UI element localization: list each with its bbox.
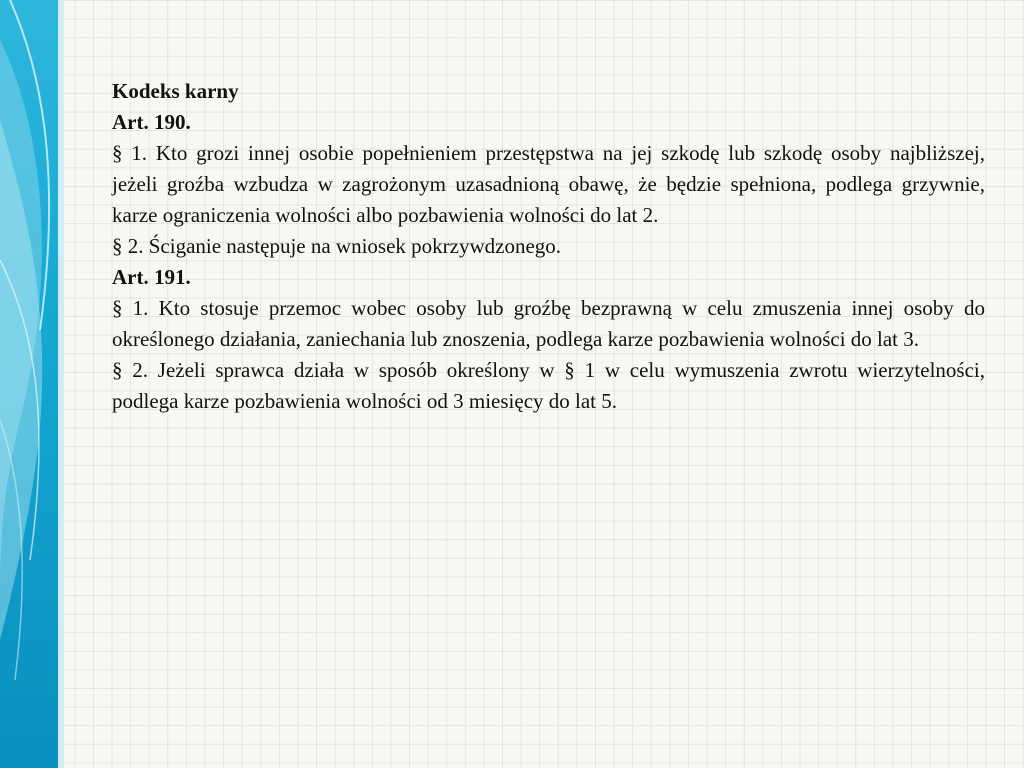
- article-paragraph: § 1. Kto stosuje przemoc wobec osoby lub groźbę bezprawną w celu zmuszenia innej osoby do określonego działania, zaniechania lub znoszenia, podlega karze pozbawienia wolności do lat 3.: [112, 296, 985, 351]
- sidebar-wave-graphic: [0, 0, 64, 768]
- document-title: Kodeks karny: [112, 79, 239, 103]
- decorative-sidebar: [0, 0, 64, 768]
- article-paragraph: § 2. Ściganie następuje na wniosek pokrzywdzonego.: [112, 234, 562, 258]
- article-paragraph: § 2. Jeżeli sprawca działa w sposób określony w § 1 w celu wymuszenia zwrotu wierzytelności, podlega karze pozbawienia wolności od 3 miesięcy do lat 5.: [112, 358, 985, 413]
- article-heading: Art. 191.: [112, 265, 191, 289]
- article-heading: Art. 190.: [112, 110, 191, 134]
- article-paragraph: § 1. Kto grozi innej osobie popełnieniem przestępstwa na jej szkodę lub szkodę osoby najbliższej, jeżeli groźba wzbudza w zagrożonym uzasadnioną obawę, że będzie spełniona, podlega grzywnie, karze ograniczenia wolności albo pozbawienia wolności do lat 2.: [112, 141, 985, 227]
- document-body: [112, 76, 985, 417]
